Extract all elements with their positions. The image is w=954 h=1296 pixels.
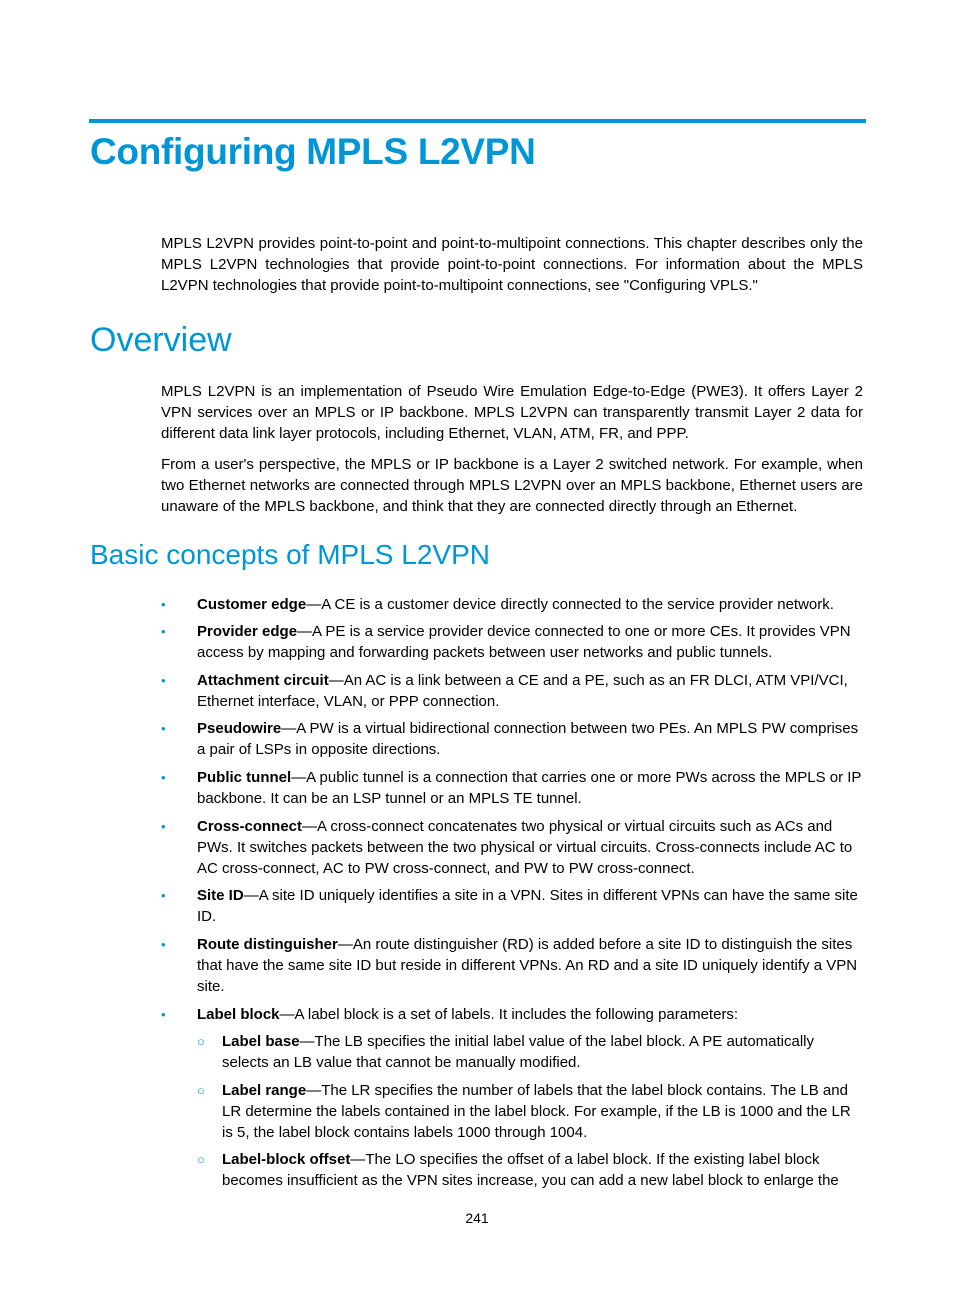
sub-list-item [197,1031,863,1073]
term: Route distinguisher [197,936,338,953]
sub-list-item [197,1080,863,1143]
chapter-rule [89,119,866,123]
term: Label range [222,1082,307,1099]
definition: —A cross-connect concatenates two physical or virtual circuits such as ACs and PWs. It switches packets between the two physical or virtual circuits. Cross-connects include AC to AC cross-connect, AC to PW cross-connect, and PW to PW cross-connect. [197,818,853,877]
list-item [161,670,863,712]
bullet-icon: • [161,1007,166,1022]
bullet-icon: • [161,721,166,736]
term: Attachment circuit [197,672,329,689]
definition: —A CE is a customer device directly connected to the service provider network. [306,596,834,613]
bullet-icon: • [161,937,166,952]
circle-bullet-icon: ○ [197,1034,205,1049]
definition: —A label block is a set of labels. It includes the following parameters: [279,1006,739,1023]
definition: —The LO specifies the offset of a label block. If the existing label block becomes insufficient as the VPN sites increase, you can add a new label block to enlarge the [222,1151,839,1189]
concepts-heading: Basic concepts of MPLS L2VPN [90,539,490,570]
term: Customer edge [197,596,307,613]
list-item [161,767,863,809]
definition: —A public tunnel is a connection that carries one or more PWs across the MPLS or IP backbone. It can be an LSP tunnel or an MPLS TE tunnel. [197,769,862,807]
overview-heading: Overview [90,321,232,359]
bullet-icon: • [161,673,166,688]
overview-paragraph-1: MPLS L2VPN is an implementation of Pseudo Wire Emulation Edge-to-Edge (PWE3). It offers Layer 2 VPN services over an MPLS or IP backbone. MPLS L2VPN can transparently transmit Layer 2 data for different data link layer protocols, including Ethernet, VLAN, ATM, FR, and PPP. [161,383,863,442]
bullet-icon: • [161,597,166,612]
bullet-icon: • [161,819,166,834]
list-item [161,594,863,615]
term: Cross-connect [197,818,303,835]
circle-bullet-icon: ○ [197,1152,205,1167]
chapter-intro: MPLS L2VPN provides point-to-point and point-to-multipoint connections. This chapter describes only the MPLS L2VPN technologies that provide point-to-point connections. For information about the MPLS L2VPN technologies that provide point-to-multipoint connections, see "Configuring VPLS." [161,235,863,294]
term: Pseudowire [197,720,282,737]
definition: —A PW is a virtual bidirectional connection between two PEs. An MPLS PW comprises a pair of LSPs in opposite directions. [197,720,859,758]
bullet-icon: • [161,624,166,639]
list-item [161,885,863,927]
definition: —A PE is a service provider device connected to one or more CEs. It provides VPN access by mapping and forwarding packets between user networks and public tunnels. [197,623,851,661]
term: Label-block offset [222,1151,351,1168]
definition: —The LB specifies the initial label value of the label block. A PE automatically selects an LB value that cannot be manually modified. [222,1033,814,1071]
circle-bullet-icon: ○ [197,1083,205,1098]
bullet-icon: • [161,888,166,903]
definition: —An AC is a link between a CE and a PE, such as an FR DLCI, ATM VPI/VCI, Ethernet interface, VLAN, or PPP connection. [197,672,848,710]
chapter-title: Configuring MPLS L2VPN [90,131,536,172]
term: Provider edge [197,623,298,640]
list-item [161,1004,863,1025]
overview-paragraph-2: From a user's perspective, the MPLS or IP backbone is a Layer 2 switched network. For example, when two Ethernet networks are connected through MPLS L2VPN over an MPLS backbone, Ethernet users are unaware of the MPLS backbone, and think that they are connected directly through an Ethernet. [161,456,863,515]
definition: —The LR specifies the number of labels that the label block contains. The LB and LR determine the labels contained in the label block. For example, if the LB is 1000 and the LR is 5, the label block contains labels 1000 through 1004. [222,1082,851,1141]
term: Label block [197,1006,280,1023]
term: Public tunnel [197,769,292,786]
term: Label base [222,1033,300,1050]
bullet-icon: • [161,770,166,785]
list-item [161,621,863,663]
term: Site ID [197,887,244,904]
definition: —An route distinguisher (RD) is added before a site ID to distinguish the sites that have the same site ID but reside in different VPNs. An RD and a site ID uniquely identify a VPN site. [197,936,858,995]
list-item [161,934,863,997]
sub-list-item [197,1149,863,1191]
list-item [161,816,863,879]
page-number: 241 [465,1210,489,1226]
definition: —A site ID uniquely identifies a site in a VPN. Sites in different VPNs can have the same site ID. [197,887,858,925]
list-item [161,718,863,760]
